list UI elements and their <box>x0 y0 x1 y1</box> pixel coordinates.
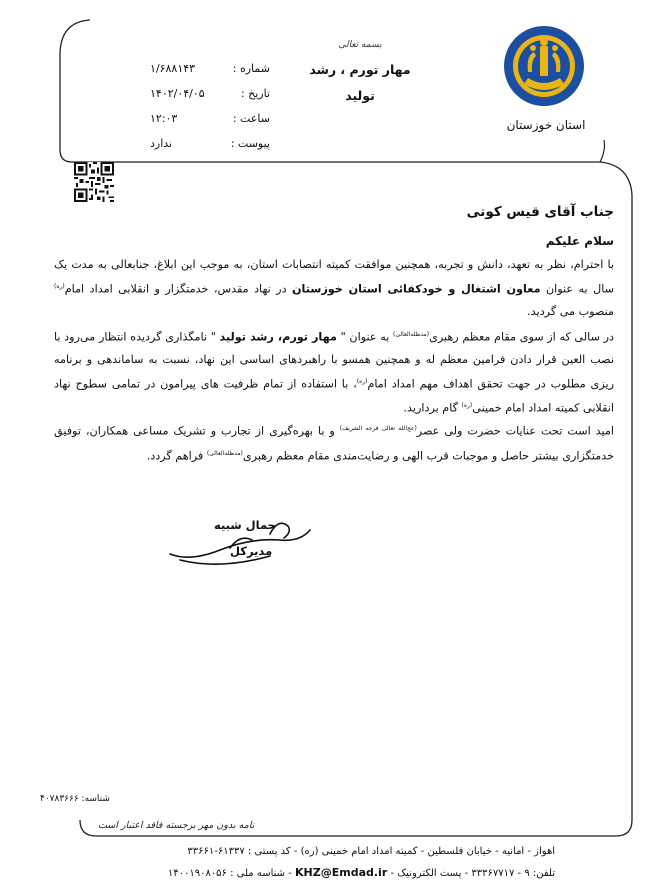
signer-name: جمال شبیه <box>214 518 276 532</box>
paragraph-2 <box>54 324 614 420</box>
p2-text-d: ، با استفاده از تمام ظرفیت های پیرامون در تمامی سطوح نهاد انقلابی کمیته امداد امام خمینی <box>54 377 614 416</box>
paragraph-3 <box>54 418 614 467</box>
meta-time-value: ۱۲:۰۳ <box>150 112 178 125</box>
p1-position: معاون اشتغال و خودکفائی استان خوزستان <box>292 282 541 296</box>
meta-attachment <box>150 137 270 150</box>
footer-email-label: - پست الکترونیک - <box>390 868 469 879</box>
footer-email[interactable]: KHZ@Emdad.ir <box>295 866 388 879</box>
p2-text-b: به عنوان " <box>336 330 394 344</box>
meta-date <box>150 87 270 100</box>
meta-number <box>150 62 270 75</box>
qr-code <box>74 162 114 202</box>
footer-address: اهواز - امانیه - خیابان فلسطین - کمیته امداد امام خمینی (ره) - کد پستی : ۶۱۳۳۷-۳۳۶۶۱ <box>187 846 555 857</box>
meta-date-value: ۱۴۰۲/۰۴/۰۵ <box>150 87 205 100</box>
footer-phone: تلفن: ۹ - ۳۳۳۶۷۷۱۷ <box>471 868 555 879</box>
p3-text-b: و با بهره‌گیری از تجارب و تشریک مساعی همکاران، توفیق خدمتگزاری بیشتر حاصل و موجبات قرب الهی و رضایت‌مندی مقام معظم رهبری <box>54 424 614 463</box>
meta-attachment-value: ندارد <box>150 137 173 150</box>
p2-honorific-2: (ره) <box>356 377 368 385</box>
p3-honorific-2: (مدظله‌العالی) <box>206 449 243 457</box>
meta-number-value: ۱/۶۸۸۱۴۳ <box>150 62 196 75</box>
footer-motto: نامه بدون مهر برجسته فاقد اعتبار است <box>98 820 255 831</box>
footer-contact <box>168 866 555 879</box>
handwritten-signature <box>160 504 330 574</box>
meta-time-label: ساعت : <box>232 112 270 125</box>
emdad-logo <box>500 22 588 118</box>
p2-slogan: مهار تورم، رشد تولید <box>219 330 337 344</box>
p2-text-c: " نامگذاری گردیده انتظار می‌رود با نصب العین قرار دادن فرامین معظم له و همچنین همسو با راهبردهای اساسی این نهاد، نسبت به ساماندهی و برنامه ریزی مطلوب در جهت تحقق اهداف مهم امداد امام <box>54 330 615 391</box>
signer-title: مدیرکل <box>230 544 273 558</box>
p3-text-a: امید است تحت عنایات حضرت ولی عصر <box>416 424 615 438</box>
meta-number-label: شماره : <box>232 62 270 75</box>
addressee: جناب آقای قیس کوتی <box>466 204 614 220</box>
meta-attachment-label: پیوست : <box>230 137 270 150</box>
p3-honorific-1: (عج‌الله تعالی فرجه الشریف) <box>339 425 417 432</box>
meta-time <box>150 112 270 125</box>
p1-text-b: در نهاد مقدس، خدمتگزار و انقلابی امداد امام <box>64 282 292 296</box>
slogan-line-2: تولید <box>345 88 375 103</box>
p1-honorific: (ره) <box>54 283 65 290</box>
meta-date-label: تاریخ : <box>240 87 270 100</box>
p1-text-a: با احترام، نظر به تعهد، دانش و تجربه، همچنین موافقت کمیته انتصابات استان، به موجب این ابلاغ، جنابعالی به مدت یک سال به عنوان <box>54 258 614 296</box>
p3-text-c: فراهم گردد. <box>146 449 207 463</box>
basmala: بسمه تعالی <box>338 40 382 50</box>
greeting: سلام علیکم <box>545 234 614 248</box>
footer-national-id: - شناسه ملی : ۱۴۰۰۱۹۰۸۰۵۶ <box>167 868 292 879</box>
slogan-line-1: مهار تورم ، رشد <box>309 62 411 77</box>
p2-text-e: گام بردارید. <box>403 402 462 416</box>
p2-honorific-3: (ره) <box>461 402 473 410</box>
p1-text-c: منصوب می گردید. <box>527 304 614 318</box>
p2-text-a: در سالی که از سوی مقام معظم رهبری <box>429 330 614 344</box>
paragraph-1 <box>54 254 614 323</box>
province-name: استان خوزستان <box>506 118 586 132</box>
p2-honorific-1: (مدظله‌العالی) <box>393 331 430 338</box>
document-id: شناسه: ۴۰۷۸۳۶۶۶ <box>40 794 110 804</box>
